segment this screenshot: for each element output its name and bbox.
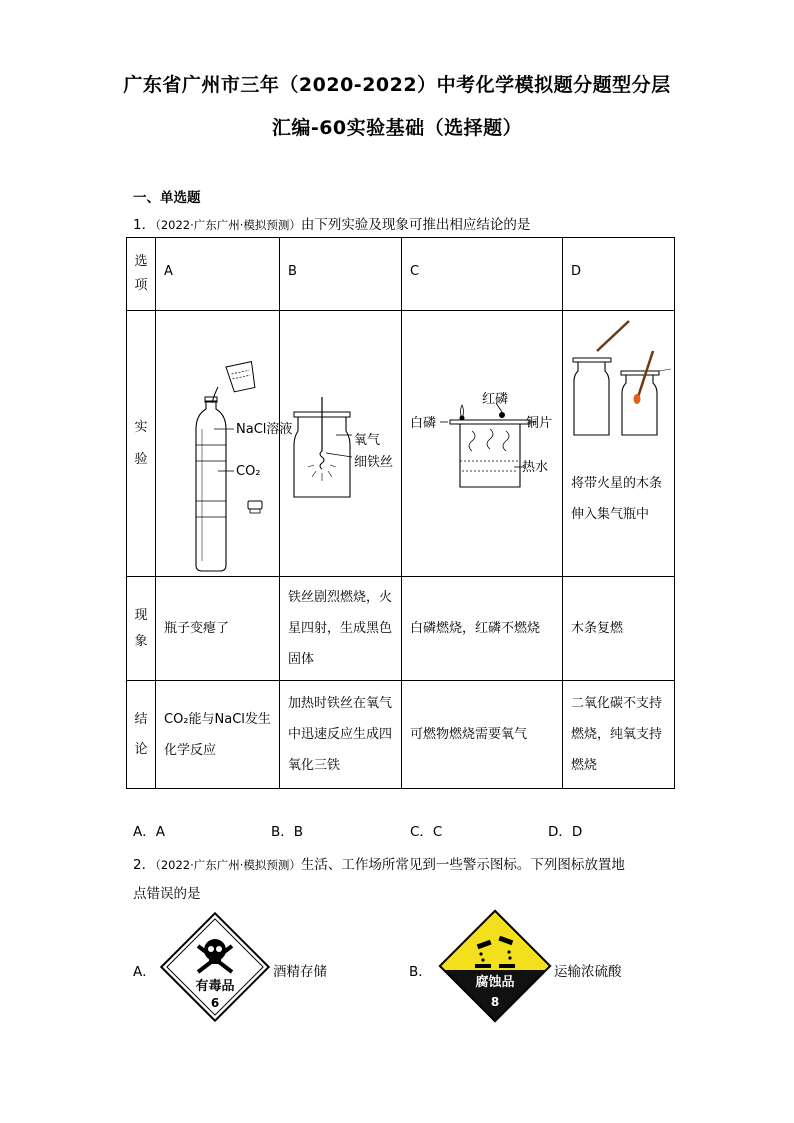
question-number: 1．: [133, 217, 156, 233]
row-label-experiment: 实验: [127, 311, 156, 577]
experiment-a-illustration: [156, 311, 293, 577]
question-1-stem: [133, 213, 530, 233]
toxic-sign-text: 有毒品: [195, 979, 235, 994]
label-iron-wire: 细铁丝: [354, 455, 394, 470]
phosphorus-combustion-illustration: [402, 311, 562, 572]
toxic-sign-number: 6: [210, 996, 220, 1010]
label-hot-water: 热水: [522, 460, 549, 475]
label-red-phosphorus: 红磷: [482, 392, 509, 407]
question-number: 2．: [133, 857, 156, 873]
question-text: 生活、工作场所常见到一些警示图标。下列图标放置地: [300, 857, 625, 873]
conclusion-c: 可燃物燃烧需要氧气: [402, 681, 563, 789]
table-row-experiment: [127, 311, 675, 577]
corrosive-sign-number: 8: [490, 995, 500, 1009]
section-heading: 一、单选题: [133, 190, 201, 206]
corrosive-sign-icon: [437, 908, 553, 1024]
bottle-co2-illustration: [156, 311, 293, 572]
experiment-table: [126, 237, 675, 789]
label-nacl-solution: NaCl溶液: [236, 422, 293, 437]
question-text: 由下列实验及现象可推出相应结论的是: [300, 217, 531, 233]
option-a-letter[interactable]: A．: [133, 964, 156, 980]
document-title-line1: 广东省广州市三年（2020-2022）中考化学模拟题分题型分层: [123, 74, 671, 96]
table-row-conclusion: [127, 681, 675, 789]
option-a-place: 酒精存储: [273, 964, 327, 980]
phenomenon-c: 白磷燃烧，红磷不燃烧: [402, 577, 563, 681]
question-source: （2022·广东广州·模拟预测）: [155, 858, 301, 872]
glowing-splint-jars-illustration: [563, 311, 674, 471]
table-row-phenomenon: [127, 577, 675, 681]
conclusion-a: CO₂能与NaCl发生化学反应: [156, 681, 280, 789]
column-a-header: A: [156, 238, 280, 311]
label-co2: CO₂: [236, 464, 261, 479]
row-label-conclusion: 结论: [127, 681, 156, 789]
row-label-phenomenon: 现象: [127, 577, 156, 681]
header-option-label: 选项: [127, 238, 156, 311]
option-b[interactable]: B．B: [271, 824, 304, 840]
document-title-line2: 汇编-60实验基础（选择题）: [271, 117, 523, 139]
experiment-c-illustration: [402, 311, 563, 577]
experiment-d-caption: 将带火星的木条伸入集气瓶中: [571, 476, 663, 522]
experiment-d-illustration: [563, 311, 675, 577]
label-copper-sheet: 铜片: [526, 416, 553, 431]
question-source: （2022·广东广州·模拟预测）: [155, 218, 301, 232]
phenomenon-b: 铁丝剧烈燃烧，火星四射，生成黑色固体: [280, 577, 402, 681]
iron-wire-oxygen-illustration: [280, 311, 401, 572]
option-b-letter[interactable]: B．: [409, 964, 432, 980]
column-d-header: D: [563, 238, 675, 311]
table-header-row: [127, 238, 675, 311]
column-b-header: B: [280, 238, 402, 311]
label-oxygen: 氧气: [354, 433, 381, 448]
label-white-phosphorus: 白磷: [410, 416, 437, 431]
experiment-b-illustration: [280, 311, 402, 577]
phenomenon-a: 瓶子变瘪了: [156, 577, 280, 681]
phenomenon-d: 木条复燃: [563, 577, 675, 681]
question-2-stem-line2: 点错误的是: [133, 886, 201, 902]
toxic-sign-icon: [160, 912, 270, 1022]
conclusion-d: 二氧化碳不支持燃烧，纯氧支持燃烧: [563, 681, 675, 789]
option-b-place: 运输浓硫酸: [554, 964, 622, 980]
option-c[interactable]: C．C: [410, 824, 443, 840]
option-d[interactable]: D．D: [548, 824, 583, 840]
column-c-header: C: [402, 238, 563, 311]
option-a[interactable]: A．A: [133, 824, 165, 840]
corrosive-sign-text: 腐蚀品: [475, 975, 515, 990]
question-2-options: [133, 912, 733, 1022]
question-2-stem-line1: [133, 853, 673, 873]
conclusion-b: 加热时铁丝在氧气中迅速反应生成四氧化三铁: [280, 681, 402, 789]
